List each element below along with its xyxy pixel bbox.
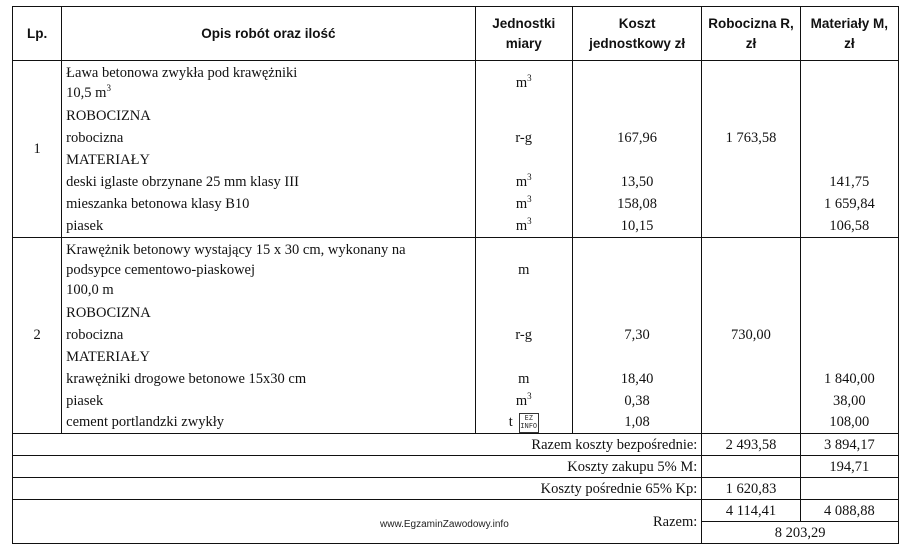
unit-cost-cell: 13,50: [572, 171, 701, 193]
materials-cell: 106,58: [800, 215, 898, 237]
summary-direct-labor: 2 493,58: [702, 434, 800, 456]
description-cell: MATERIAŁY: [62, 149, 475, 171]
labor-cell: [702, 237, 800, 302]
labor-cell: [702, 302, 800, 324]
labor-cell: [702, 171, 800, 193]
description-cell: krawężniki drogowe betonowe 15x30 cm: [62, 368, 475, 390]
labor-cell: [702, 193, 800, 215]
summary-indirect-labor: 1 620,83: [702, 478, 800, 500]
header-robocizna: Robocizna R, zł: [702, 7, 800, 61]
labor-cell: [702, 390, 800, 412]
materials-cell: 108,00: [800, 412, 898, 434]
materials-cell: [800, 105, 898, 127]
table-row: [13, 346, 899, 368]
description-cell: cement portlandzki zwykły: [62, 412, 475, 434]
summary-direct-label: Razem koszty bezpośrednie:: [13, 434, 702, 456]
header-lp: Lp.: [13, 7, 62, 61]
unit-cell: r-g: [475, 324, 572, 346]
labor-cell: [702, 412, 800, 434]
description-cell: robocizna: [62, 127, 475, 149]
materials-cell: 38,00: [800, 390, 898, 412]
table-row: [13, 412, 899, 434]
table-row: [13, 302, 899, 324]
description-cell: mieszanka betonowa klasy B10: [62, 193, 475, 215]
labor-cell: [702, 61, 800, 106]
unit-cell: m: [475, 368, 572, 390]
summary-purchase-materials: 194,71: [800, 456, 898, 478]
summary-purchase-label: Koszty zakupu 5% M:: [13, 456, 702, 478]
labor-cell: 1 763,58: [702, 127, 800, 149]
header-opis: Opis robót oraz ilość: [62, 7, 475, 61]
summary-indirect-materials: [800, 478, 898, 500]
summary-direct-materials: 3 894,17: [800, 434, 898, 456]
unit-cost-cell: 10,15: [572, 215, 701, 237]
labor-cell: [702, 215, 800, 237]
materials-cell: [800, 324, 898, 346]
ez-info-icon: EZ INFO: [519, 413, 539, 433]
unit-cost-cell: [572, 237, 701, 302]
unit-cell: [475, 302, 572, 324]
table-row: [13, 390, 899, 412]
unit-cell: $m^3$: [475, 61, 572, 106]
unit-cost-cell: [572, 105, 701, 127]
item-number: 1: [13, 61, 62, 238]
summary-purchase-row: [13, 456, 899, 478]
unit-cell: [475, 149, 572, 171]
unit-cell: [475, 105, 572, 127]
unit-cost-cell: [572, 302, 701, 324]
summary-indirect-row: [13, 478, 899, 500]
labor-cell: [702, 105, 800, 127]
unit-cost-cell: 158,08: [572, 193, 701, 215]
header-koszt: Koszt jednostkowy zł: [572, 7, 701, 61]
description-cell: Ława betonowa zwykła pod krawężniki 10,5 $m^3$: [62, 61, 475, 106]
unit-cost-cell: [572, 149, 701, 171]
labor-cell: [702, 368, 800, 390]
materials-cell: [800, 127, 898, 149]
description-cell: MATERIAŁY: [62, 346, 475, 368]
table-row: [13, 61, 899, 106]
header-jm: Jednostki miary: [475, 7, 572, 61]
description-cell: ROBOCIZNA: [62, 105, 475, 127]
materials-cell: [800, 346, 898, 368]
materials-cell: [800, 237, 898, 302]
summary-direct-row: [13, 434, 899, 456]
unit-cell: [475, 346, 572, 368]
table-row: [13, 105, 899, 127]
header-materialy: Materiały M, zł: [800, 7, 898, 61]
unit-cell: $m^3$: [475, 171, 572, 193]
unit-cost-cell: 167,96: [572, 127, 701, 149]
cost-estimate-table: [12, 6, 899, 544]
table-row: [13, 149, 899, 171]
table-row: [13, 237, 899, 302]
materials-cell: [800, 149, 898, 171]
materials-cell: 1 659,84: [800, 193, 898, 215]
labor-cell: [702, 149, 800, 171]
materials-cell: 1 840,00: [800, 368, 898, 390]
labor-cell: [702, 346, 800, 368]
table-row: [13, 368, 899, 390]
summary-total-materials: 4 088,88: [800, 500, 898, 522]
table-row: [13, 324, 899, 346]
materials-cell: [800, 61, 898, 106]
unit-cell: $m^3$: [475, 390, 572, 412]
description-cell: piasek: [62, 215, 475, 237]
unit-cell: t EZ INFO: [475, 412, 572, 434]
unit-cost-cell: [572, 346, 701, 368]
description-cell: Krawężnik betonowy wystający 15 x 30 cm, wykonany na podsypce cementowo-piaskowej 100,0 m: [62, 237, 475, 302]
summary-total-labor: 4 114,41: [702, 500, 800, 522]
unit-cost-cell: 18,40: [572, 368, 701, 390]
item-number: 2: [13, 237, 62, 434]
unit-cell: $m^3$: [475, 193, 572, 215]
unit-cell: $m^3$: [475, 215, 572, 237]
description-cell: ROBOCIZNA: [62, 302, 475, 324]
summary-grand-total: 8 203,29: [702, 522, 899, 544]
summary-total-label: Razem:: [13, 500, 702, 544]
table-row: [13, 215, 899, 237]
table-row: [13, 171, 899, 193]
summary-purchase-labor: [702, 456, 800, 478]
description-cell: robocizna: [62, 324, 475, 346]
unit-cost-cell: [572, 61, 701, 106]
materials-cell: [800, 302, 898, 324]
unit-cost-cell: 0,38: [572, 390, 701, 412]
header-row: [13, 7, 899, 61]
unit-cell: m: [475, 237, 572, 302]
description-cell: piasek: [62, 390, 475, 412]
labor-cell: 730,00: [702, 324, 800, 346]
table-row: [13, 193, 899, 215]
unit-cell: r-g: [475, 127, 572, 149]
unit-cost-cell: 7,30: [572, 324, 701, 346]
unit-cost-cell: 1,08: [572, 412, 701, 434]
watermark: www.EgzaminZawodowy.info: [380, 519, 509, 530]
description-cell: deski iglaste obrzynane 25 mm klasy III: [62, 171, 475, 193]
table-row: [13, 127, 899, 149]
summary-indirect-label: Koszty pośrednie 65% Kp:: [13, 478, 702, 500]
materials-cell: 141,75: [800, 171, 898, 193]
